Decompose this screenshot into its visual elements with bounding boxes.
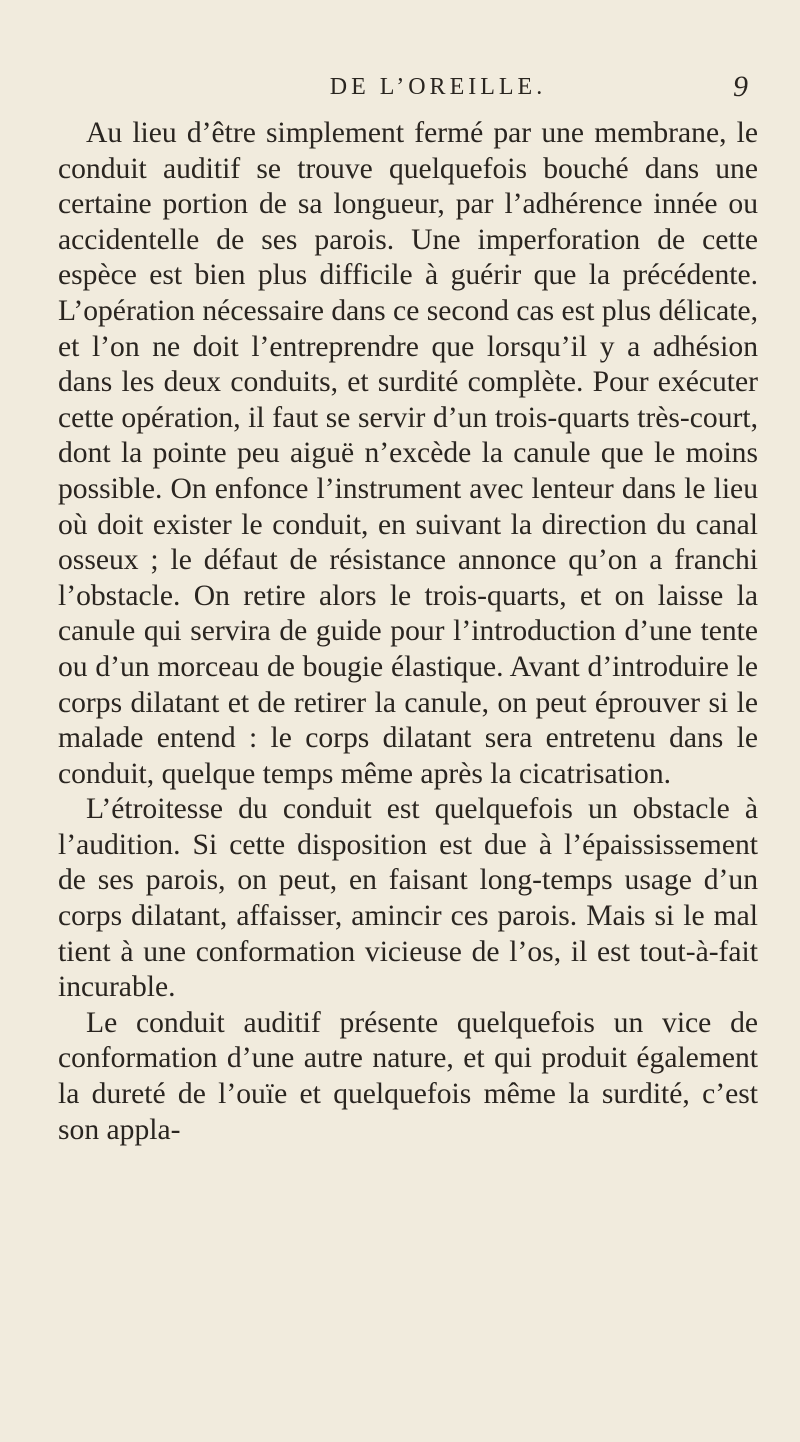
paragraph-3: Le conduit auditif présente quelquefois un vice de conformation d’une autre nature, et qui produit également la dureté de l’ouïe et quelquefois même la surdité, c’est son appla-	[58, 1006, 758, 1146]
page-number: 9	[733, 70, 748, 103]
running-head	[58, 66, 758, 106]
paragraph-1: Au lieu d’être simplement fermé par une membrane, le conduit auditif se trouve quelquefois bouché dans une certaine portion de sa longueur, par l’adhérence innée ou accidentelle de ses parois. Une imperforation de cette espèce est bien plus difficile à guérir que la précédente. L’opération nécessaire dans ce second cas est plus délicate, et l’on ne doit l’entreprendre que lorsqu’il y a adhésion dans les deux conduits, et surdité complète. Pour exécuter cette opération, il faut se servir d’un trois-quarts très-court, dont la pointe peu aiguë n’excède la canule que le moins possible. On enfonce l’instrument avec lenteur dans le lieu où doit exister le conduit, en suivant la direction du canal osseux ; le défaut de résistance annonce qu’on a franchi l’obstacle. On retire alors le trois-quarts, et on laisse la canule qui servira de guide pour l’introduction d’une tente ou d’un morceau de bougie élastique. Avant d’introduire le corps dilatant et de retirer la canule, on peut éprouver si le malade entend : le corps dilatant sera entretenu dans le conduit, quelque temps même après la cicatrisation.	[58, 117, 758, 790]
running-title: DE L’OREILLE.	[329, 74, 547, 100]
paragraph-2: L’étroitesse du conduit est quelquefois un obstacle à l’audition. Si cette disposition est due à l’épaississement de ses parois, on peut, en faisant long-temps usage d’un corps dilatant, affaisser, amincir ces parois. Mais si le mal tient à une conformation vicieuse de l’os, il est tout-à-fait incurable.	[58, 793, 758, 1004]
body-text	[58, 116, 758, 1148]
